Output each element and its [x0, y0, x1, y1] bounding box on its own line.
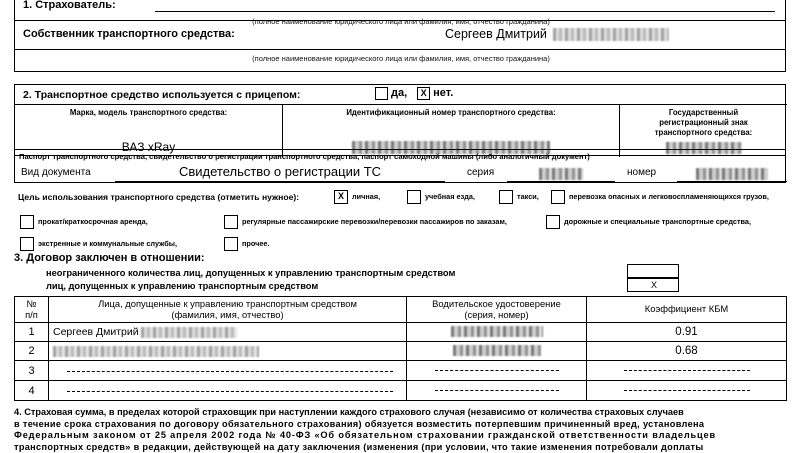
table-row [15, 342, 787, 361]
plate-header-line-3: транспортного средства: [655, 128, 753, 137]
document-series-label: серия [467, 167, 494, 178]
redacted-row-2-person [53, 346, 259, 357]
trailer-question: 2. Транспортное средство используется с прицепом: [23, 89, 300, 101]
purpose-checkbox-rental[interactable] [20, 215, 34, 229]
purpose-option-passenger-transport[interactable] [224, 215, 507, 229]
row-3-kbm-dashes [624, 369, 750, 371]
header-row-number [15, 297, 49, 323]
trailer-yes-checkbox[interactable] [375, 87, 388, 100]
row-4-kbm [587, 381, 787, 401]
document-type-value: Свидетельство о регистрации ТС [115, 164, 445, 179]
purpose-label-driving-school: учебная езда, [425, 192, 475, 201]
drivers-table-grid [14, 296, 787, 401]
row-4-kbm-dashes [624, 389, 750, 391]
plate-header-line-1: Государственный [669, 108, 738, 117]
vehicle-make-value: ВАЗ xRay [15, 140, 282, 154]
section-policyholder-title: 1. Страхователь: [23, 0, 116, 11]
registration-document-header: Паспорт транспортного средства, свидетельство о регистрации транспортного средства, паспорт самоходной машины (либо аналогичный документ) [19, 152, 590, 161]
contract-scope-listed-mark: X [628, 280, 680, 290]
insurance-amount-line-2: в течение срока страхования по договору обязательного страхования) обязуется возместить потерпевшим причиненный вред, установлена [14, 419, 786, 431]
row-2-number: 2 [15, 342, 49, 361]
row-4-person-dashes [67, 390, 393, 392]
vehicle-owner-hint: (полное наименование юридического лица или фамилия, имя, отчество гражданина) [15, 54, 787, 63]
row-3-person-dashes [67, 370, 393, 372]
redacted-row-1-license [451, 326, 543, 337]
redacted-owner-patronymic [553, 28, 669, 41]
header-person-line1: Лица, допущенные к управлению транспортным средством [98, 298, 357, 309]
table-row [15, 323, 787, 342]
purpose-option-other[interactable] [224, 237, 270, 251]
registration-document-row [15, 164, 787, 184]
row-1-person-name: Сергеев Дмитрий [53, 326, 139, 338]
purpose-label-passenger-transport: регулярные пассажирские перевозки/перевозки пассажиров по заказам, [242, 217, 507, 226]
drivers-table-header-row [15, 297, 787, 323]
table-row [15, 381, 787, 401]
contract-scope-listed-box[interactable] [627, 278, 679, 292]
row-4-license-dashes [435, 389, 559, 391]
purpose-checkbox-emergency[interactable] [20, 237, 34, 251]
purpose-checkbox-driving-school[interactable] [407, 190, 421, 204]
purpose-option-personal[interactable] [334, 190, 380, 204]
vehicle-make-header: Марка, модель транспортного средства: [15, 105, 282, 118]
section-vehicle [14, 84, 786, 156]
document-number-rule [677, 181, 787, 182]
section-contract-scope-title: 3. Договор заключен в отношении: [14, 252, 205, 264]
purpose-option-emergency[interactable] [20, 237, 177, 251]
purpose-option-road-special[interactable] [546, 215, 751, 229]
drivers-table [14, 296, 786, 401]
vehicle-plate-header [620, 105, 787, 138]
row-4-license [407, 381, 587, 401]
row-1-number: 1 [15, 323, 49, 342]
purpose-checkbox-taxi[interactable] [499, 190, 513, 204]
purpose-checkbox-passenger-transport[interactable] [224, 215, 238, 229]
row-3-license-dashes [435, 369, 559, 371]
header-license [407, 297, 587, 323]
policyholder-value-rule [155, 11, 775, 12]
row-1-license [407, 323, 587, 342]
purpose-label-rental: прокат/краткосрочная аренда, [38, 217, 148, 226]
section-vehicle-owner [14, 20, 786, 72]
insurance-amount-line-1: 4. Страховая сумма, в пределах которой страховщик при наступлении каждого страхового случая (независимо от количества страховых случаев [14, 407, 786, 419]
row-1-person [49, 323, 407, 342]
trailer-yes-label: да, [391, 87, 407, 99]
purpose-label-personal: личная, [352, 192, 380, 201]
trailer-no-checkbox[interactable]: X [417, 87, 430, 100]
table-row [15, 361, 787, 381]
purpose-option-hazardous[interactable] [551, 190, 769, 204]
header-row-number-line2: п/п [25, 309, 38, 320]
section-registration-document [14, 149, 786, 183]
plate-header-line-2: регистрационный знак [659, 118, 748, 127]
header-person-line2: (фамилия, имя, отчество) [171, 309, 283, 320]
redacted-doc-series [539, 168, 583, 180]
row-1-kbm: 0.91 [587, 323, 787, 342]
vehicle-owner-value [445, 27, 669, 41]
section-insurance-amount [14, 407, 786, 453]
vehicle-owner-name: Сергеев Дмитрий [445, 27, 547, 41]
purpose-title: Цель использования транспортного средства (отметить нужное): [18, 192, 299, 202]
purpose-checkbox-other[interactable] [224, 237, 238, 251]
purpose-checkbox-hazardous[interactable] [551, 190, 565, 204]
vehicle-vin-header: Идентификационный номер транспортного средства: [283, 105, 619, 118]
trailer-no-label: нет. [433, 87, 453, 99]
purpose-label-taxi: такси, [517, 192, 539, 201]
insurance-amount-line-4: транспортных средств» в редакции, действующей на дату заключения (изменения (при условии, что такие изменения потребовали доплаты [14, 442, 786, 453]
purpose-option-taxi[interactable] [499, 190, 539, 204]
purpose-label-hazardous: перевозка опасных и легковоспламеняющихся грузов, [569, 192, 769, 201]
header-license-line2: (серия, номер) [464, 309, 528, 320]
purpose-label-other: прочее. [242, 239, 270, 248]
row-3-kbm [587, 361, 787, 381]
trailer-options [375, 87, 453, 100]
redacted-doc-number [696, 168, 768, 180]
policyholder-hint: (полное наименование юридического лица или фамилия, имя, отчество гражданина) [15, 17, 787, 26]
header-person [49, 297, 407, 323]
row-4-number: 4 [15, 381, 49, 401]
row-4-person [49, 381, 407, 401]
document-type-label: Вид документа [21, 167, 91, 178]
header-row-number-line1: № [26, 298, 36, 309]
purpose-option-rental[interactable] [20, 215, 148, 229]
header-license-line1: Водительское удостоверение [432, 298, 561, 309]
row-3-number: 3 [15, 361, 49, 381]
purpose-option-driving-school[interactable] [407, 190, 475, 204]
contract-scope-listed-label: лиц, допущенных к управлению транспортным средством [46, 281, 318, 291]
trailer-row [15, 85, 787, 105]
header-kbm: Коэффициент КБМ [587, 297, 787, 323]
purpose-checkbox-personal[interactable]: X [334, 190, 348, 204]
purpose-label-emergency: экстренные и коммунальные службы, [38, 239, 177, 248]
contract-scope-unlimited-box[interactable] [627, 264, 679, 278]
row-3-license [407, 361, 587, 381]
row-2-license [407, 342, 587, 361]
row-2-person [49, 342, 407, 361]
document-type-rule [115, 181, 445, 182]
document-series-rule [507, 181, 615, 182]
document-number-label: номер [627, 167, 656, 178]
purpose-checkbox-road-special[interactable] [546, 215, 560, 229]
contract-scope-unlimited-label: неограниченного количества лиц, допущенных к управлению транспортным средством [46, 268, 455, 278]
redacted-row-1-person [141, 327, 237, 338]
row-3-person [49, 361, 407, 381]
vehicle-owner-label: Собственник транспортного средства: [23, 28, 235, 40]
insurance-amount-line-3: Федеральным законом от 25 апреля 2002 года № 40-ФЗ «Об обязательном страховании гражданской ответственности владельцев [14, 430, 786, 442]
row-2-kbm: 0.68 [587, 342, 787, 361]
purpose-label-road-special: дорожные и специальные транспортные средства, [564, 217, 751, 226]
redacted-row-2-license [453, 345, 541, 356]
